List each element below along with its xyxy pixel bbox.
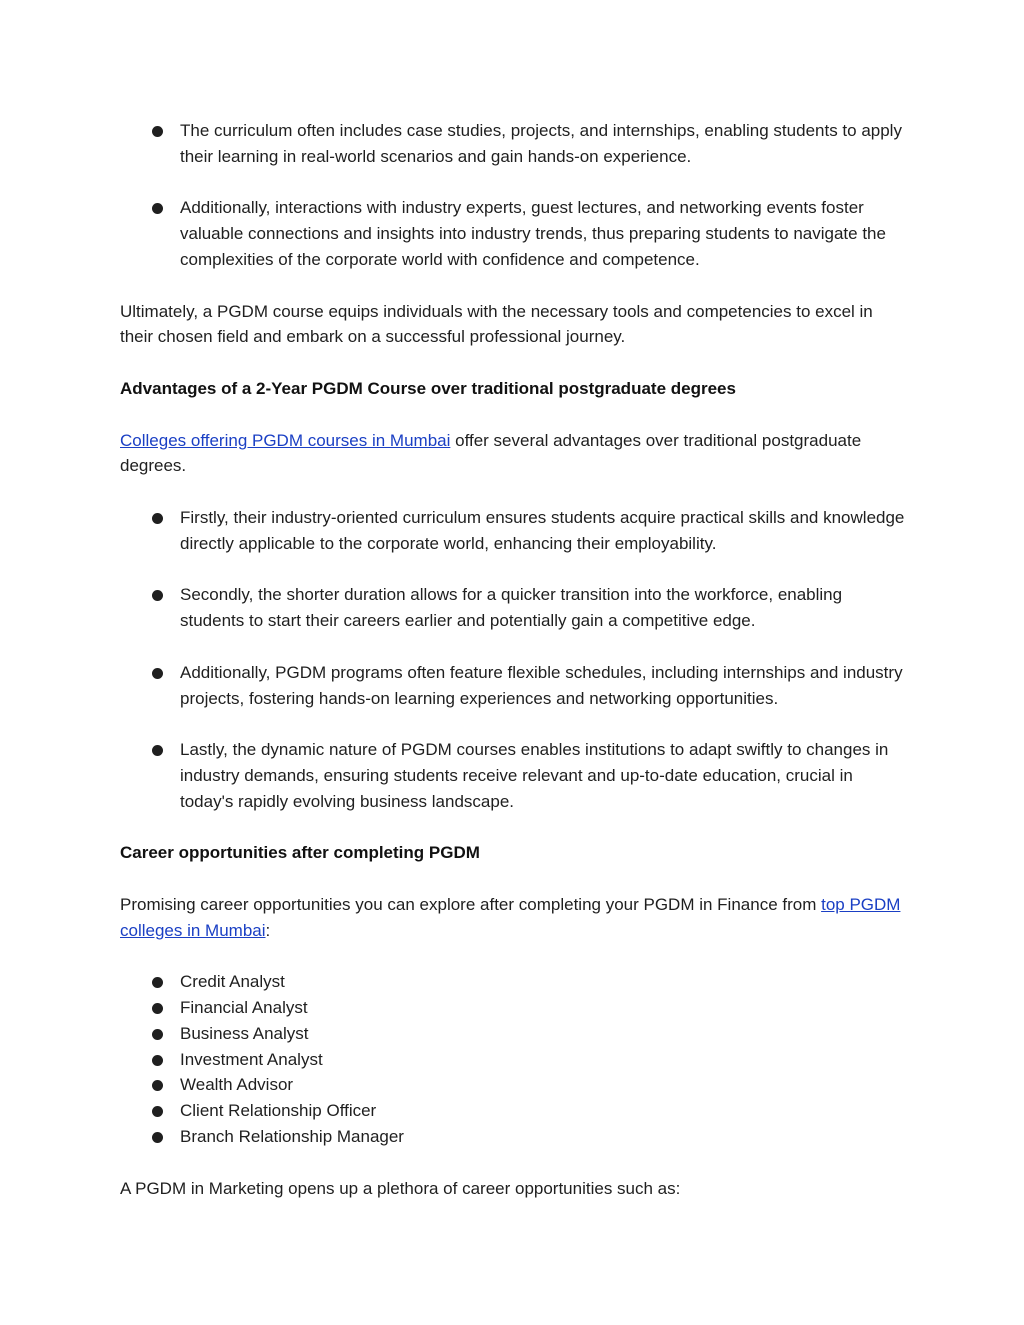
career-intro-end: : xyxy=(265,920,271,940)
list-item: Branch Relationship Manager xyxy=(120,1124,910,1150)
marketing-intro-paragraph: A PGDM in Marketing opens up a plethora of career opportunities such as: xyxy=(120,1178,681,1198)
advantages-intro-text: offer several advantages over traditional postgraduate degrees. xyxy=(120,430,862,476)
top-pgdm-colleges-link[interactable]: top PGDM colleges in Mumbai xyxy=(120,894,901,940)
advantages-bullet-list xyxy=(120,505,910,815)
document-page xyxy=(120,118,910,1201)
list-item: Wealth Advisor xyxy=(120,1072,910,1098)
list-item: The curriculum often includes case studies, projects, and internships, enabling students to apply their learning in real-world scenarios and gain hands-on experience. xyxy=(120,118,910,170)
advantages-intro-paragraph xyxy=(120,428,910,480)
advantages-heading: Advantages of a 2-Year PGDM Course over traditional postgraduate degrees xyxy=(120,378,736,398)
list-item: Additionally, PGDM programs often feature flexible schedules, including internships and industry projects, fostering hands-on learning experiences and networking opportunities. xyxy=(120,660,910,712)
intro-bullet-list xyxy=(120,118,910,273)
finance-roles-list xyxy=(120,969,910,1150)
career-intro-paragraph xyxy=(120,892,910,944)
list-item: Credit Analyst xyxy=(120,969,910,995)
list-item: Lastly, the dynamic nature of PGDM courses enables institutions to adapt swiftly to changes in industry demands, ensuring students receive relevant and up-to-date education, crucial in today's rapidly evolving business landscape. xyxy=(120,737,910,814)
career-intro-text: Promising career opportunities you can explore after completing your PGDM in Finance from xyxy=(120,894,822,914)
list-item: Secondly, the shorter duration allows for a quicker transition into the workforce, enabling students to start their careers earlier and potentially gain a competitive edge. xyxy=(120,582,910,634)
list-item: Investment Analyst xyxy=(120,1047,910,1073)
colleges-pgdm-mumbai-link[interactable]: Colleges offering PGDM courses in Mumbai xyxy=(120,430,451,450)
list-item: Firstly, their industry-oriented curriculum ensures students acquire practical skills and knowledge directly applicable to the corporate world, enhancing their employability. xyxy=(120,505,910,557)
career-heading: Career opportunities after completing PGDM xyxy=(120,843,480,863)
list-item: Business Analyst xyxy=(120,1021,910,1047)
list-item: Additionally, interactions with industry experts, guest lectures, and networking events foster valuable connections and insights into industry trends, thus preparing students to navigate the complexities of the corporate world with confidence and competence. xyxy=(120,195,910,272)
list-item: Client Relationship Officer xyxy=(120,1098,910,1124)
list-item: Financial Analyst xyxy=(120,995,910,1021)
conclusion-paragraph: Ultimately, a PGDM course equips individuals with the necessary tools and competencies to excel in their chosen field and embark on a successful professional journey. xyxy=(120,301,873,347)
